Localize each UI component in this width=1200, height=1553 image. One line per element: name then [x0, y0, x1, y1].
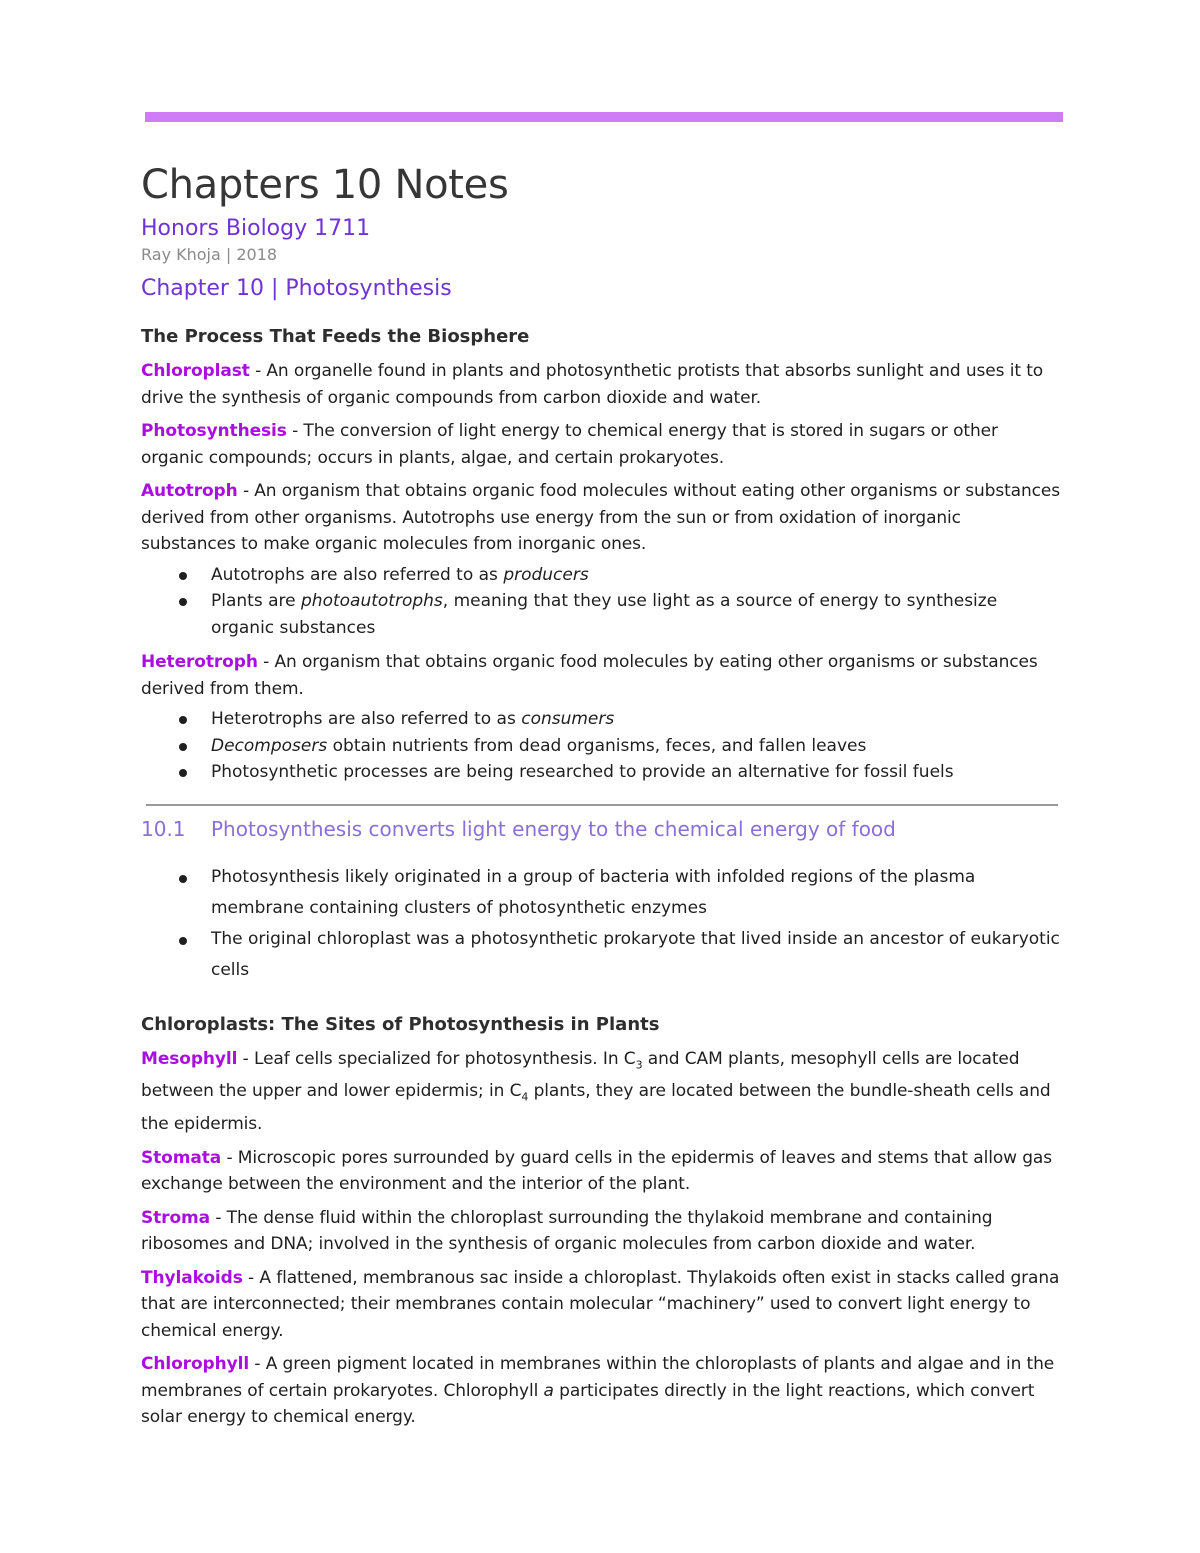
- section-title: Photosynthesis converts light energy to the chemical energy of food: [211, 816, 896, 841]
- definition-chlorophyll: [141, 1351, 1061, 1431]
- definition-thylakoids: [141, 1265, 1061, 1345]
- term-chlorophyll: Chlorophyll: [141, 1354, 250, 1375]
- bullet-text: Plants are: [211, 591, 301, 611]
- page-title: Chapters 10 Notes: [141, 162, 509, 208]
- section-10-1-bullet-list: [141, 862, 1061, 986]
- term-stomata: Stomata: [141, 1147, 222, 1168]
- list-item: The original chloroplast was a photosynthetic prokaryote that lived inside an ancestor of eukaryotic cells: [141, 924, 1061, 986]
- definition-autotroph: [141, 478, 1061, 558]
- list-item: [141, 588, 1061, 641]
- bullet-emphasis: Decomposers: [211, 735, 328, 756]
- bullet-text: Heterotrophs are also referred to as: [211, 709, 522, 729]
- bullet-text: Autotrophs are also referred to as: [211, 564, 504, 585]
- subscript: 4: [521, 1090, 529, 1104]
- chapter-heading: Chapter 10 | Photosynthesis: [141, 276, 452, 301]
- author-line: Ray Khoja | 2018: [141, 245, 278, 264]
- definition-text: - An organelle found in plants and photosynthetic protists that absorbs sunlight and uses it to drive the synthesis of organic compounds from carbon dioxide and water.: [141, 361, 1044, 408]
- term-chloroplast: Chloroplast: [141, 361, 250, 381]
- section-number: 10.1: [141, 816, 186, 841]
- definition-text: - A flattened, membranous sac inside a chloroplast. Thylakoids often exist in stacks called grana that are interconnected; their membranes contain molecular “machinery” used to convert light energy to chemical energy.: [141, 1267, 1060, 1341]
- definition-chloroplast: [141, 358, 1061, 411]
- bullet-text: obtain nutrients from dead organisms, feces, and fallen leaves: [327, 735, 867, 756]
- definition-heterotroph: [141, 649, 1061, 702]
- header-accent-bar: [145, 112, 1063, 122]
- definition-text: - Leaf cells specialized for photosynthesis. In C: [237, 1048, 636, 1069]
- term-heterotroph: Heterotroph: [141, 652, 258, 672]
- course-subtitle: Honors Biology 1711: [141, 216, 371, 241]
- definition-text: - Microscopic pores surrounded by guard cells in the epidermis of leaves and stems that allow gas exchange between the environment and the interior of the plant.: [141, 1147, 1052, 1195]
- list-item: [141, 562, 1061, 589]
- bullet-text: Photosynthetic processes are being researched to provide an alternative for fossil fuels: [211, 762, 954, 782]
- definition-stomata: [141, 1145, 1061, 1198]
- heterotroph-bullet-list: [141, 706, 1061, 786]
- definition-text: - An organism that obtains organic food molecules by eating other organisms or substances derived from them.: [141, 652, 1038, 699]
- document-content: [141, 158, 1061, 1438]
- definition-text: and CAM plants, mesophyll cells are located between the upper and lower epidermis; in C: [141, 1048, 1020, 1102]
- definition-text: - The conversion of light energy to chemical energy that is stored in sugars or other organic compounds; occurs in plants, algae, and certain prokaryotes.: [141, 421, 998, 468]
- definition-photosynthesis: [141, 418, 1061, 471]
- list-item: Photosynthesis likely originated in a group of bacteria with infolded regions of the plasma membrane containing clusters of photosynthetic enzymes: [141, 862, 1061, 924]
- bullet-emphasis: consumers: [521, 709, 615, 729]
- italic-letter: a: [543, 1380, 554, 1401]
- bullet-emphasis: photoautotrophs: [301, 591, 443, 611]
- term-stroma: Stroma: [141, 1207, 211, 1228]
- definition-text: - The dense fluid within the chloroplast surrounding the thylakoid membrane and containing ribosomes and DNA; involved in the synthesis of organic molecules from carbon dioxide and water.: [141, 1207, 993, 1255]
- section-10-1-heading: [141, 812, 1061, 846]
- definition-stroma: [141, 1205, 1061, 1258]
- term-autotroph: Autotroph: [141, 481, 238, 501]
- list-item: [141, 733, 1061, 760]
- bullet-text: , meaning that they use light as a source of energy to synthesize organic substances: [211, 591, 998, 638]
- term-thylakoids: Thylakoids: [141, 1267, 243, 1288]
- definition-text: - A green pigment located in membranes within the chloroplasts of plants and algae and in the membranes of certain prokaryotes. Chlorophyll: [141, 1354, 1055, 1401]
- autotroph-bullet-list: [141, 562, 1061, 642]
- definition-mesophyll: [141, 1046, 1061, 1138]
- term-mesophyll: Mesophyll: [141, 1048, 238, 1069]
- definition-text: plants, they are located between the bundle-sheath cells and the epidermis.: [141, 1081, 1051, 1135]
- list-item: [141, 759, 1061, 786]
- definition-text: - An organism that obtains organic food molecules without eating other organisms or substances derived from other organisms. Autotrophs use energy from the sun or from oxidation of inorganic substances to make organic molecules from inorganic ones.: [141, 481, 1061, 554]
- term-photosynthesis: Photosynthesis: [141, 421, 287, 441]
- subscript: 3: [635, 1057, 643, 1071]
- section-divider: [146, 804, 1058, 806]
- definition-text: participates directly in the light reactions, which convert solar energy to chemical energy.: [141, 1380, 1035, 1428]
- section-heading-chloroplasts: Chloroplasts: The Sites of Photosynthesis in Plants: [141, 1013, 660, 1035]
- list-item: [141, 706, 1061, 733]
- bullet-emphasis: producers: [503, 564, 589, 585]
- section-heading-biosphere: The Process That Feeds the Biosphere: [141, 326, 530, 347]
